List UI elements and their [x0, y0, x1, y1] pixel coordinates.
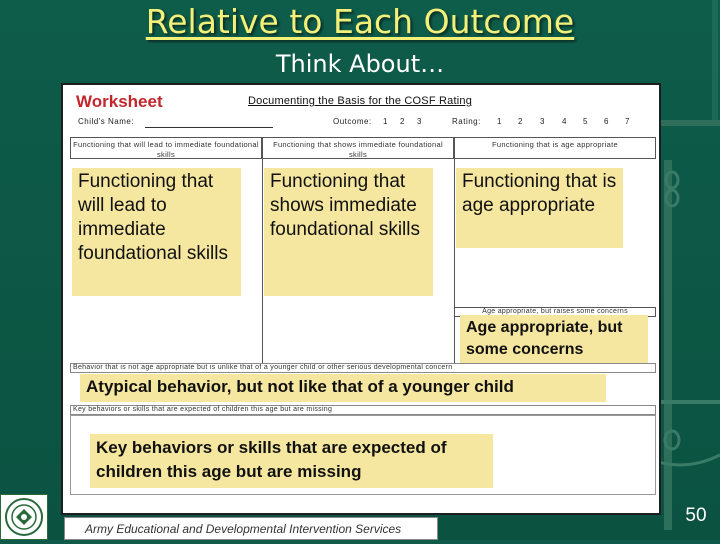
column-header: [262, 137, 454, 159]
column-header: [454, 137, 656, 159]
missing-header: [70, 405, 656, 415]
column-divider: [454, 159, 455, 363]
worksheet-label: Worksheet: [76, 92, 163, 111]
outcome-option: 2: [400, 117, 405, 126]
column-divider: [262, 159, 263, 363]
callout-missing: Key behaviors or skills that are expected of children this age but are missing: [90, 434, 493, 488]
age-concerns-header-text: Age appropriate, but raises some concerns: [482, 308, 628, 315]
callout-shows-foundational: Functioning that shows immediate foundational skills: [264, 168, 433, 296]
callout-leads-to-foundational: Functioning that will lead to immediate foundational skills: [72, 168, 241, 296]
rating-option: 1: [497, 117, 502, 126]
callout-atypical: Atypical behavior, but not like that of a younger child: [80, 374, 606, 402]
callout-age-appropriate: Functioning that is age appropriate: [456, 168, 623, 248]
slide-title: Relative to Each Outcome: [145, 2, 575, 41]
missing-header-text: Key behaviors or skills that are expected of children this age but are missing: [73, 406, 333, 413]
page-number: 50: [685, 505, 707, 526]
column-header-text: Functioning that is age appropriate: [492, 140, 618, 149]
childs-name-line: [145, 127, 273, 128]
footer-organization: Army Educational and Developmental Intervention Services: [64, 517, 438, 540]
column-header-text: Functioning that shows immediate foundational skills: [273, 140, 443, 159]
rating-option: 6: [604, 117, 609, 126]
worksheet-doc-title: Documenting the Basis for the COSF Rating: [248, 95, 473, 107]
childs-name-label: Child's Name:: [78, 117, 135, 126]
rating-option: 7: [625, 117, 630, 126]
callout-age-concerns: Age appropriate, but some concerns: [460, 315, 648, 363]
rating-option: 4: [562, 117, 567, 126]
edis-seal-icon: [0, 494, 48, 540]
seal-graphic: [1, 495, 47, 539]
outcome-label: Outcome:: [333, 117, 372, 126]
column-header-text: Functioning that will lead to immediate foundational skills: [73, 140, 259, 159]
rating-option: 3: [540, 117, 545, 126]
rating-option: 2: [518, 117, 523, 126]
slide-subtitle: Think About…: [275, 50, 445, 78]
outcome-option: 1: [383, 117, 388, 126]
atypical-header-text: Behavior that is not age appropriate but is unlike that of a younger child or other serious developmental concern: [73, 364, 453, 371]
rating-label: Rating:: [452, 117, 481, 126]
rating-option: 5: [583, 117, 588, 126]
atypical-header: [70, 363, 656, 373]
outcome-option: 3: [417, 117, 422, 126]
column-header: [70, 137, 262, 159]
